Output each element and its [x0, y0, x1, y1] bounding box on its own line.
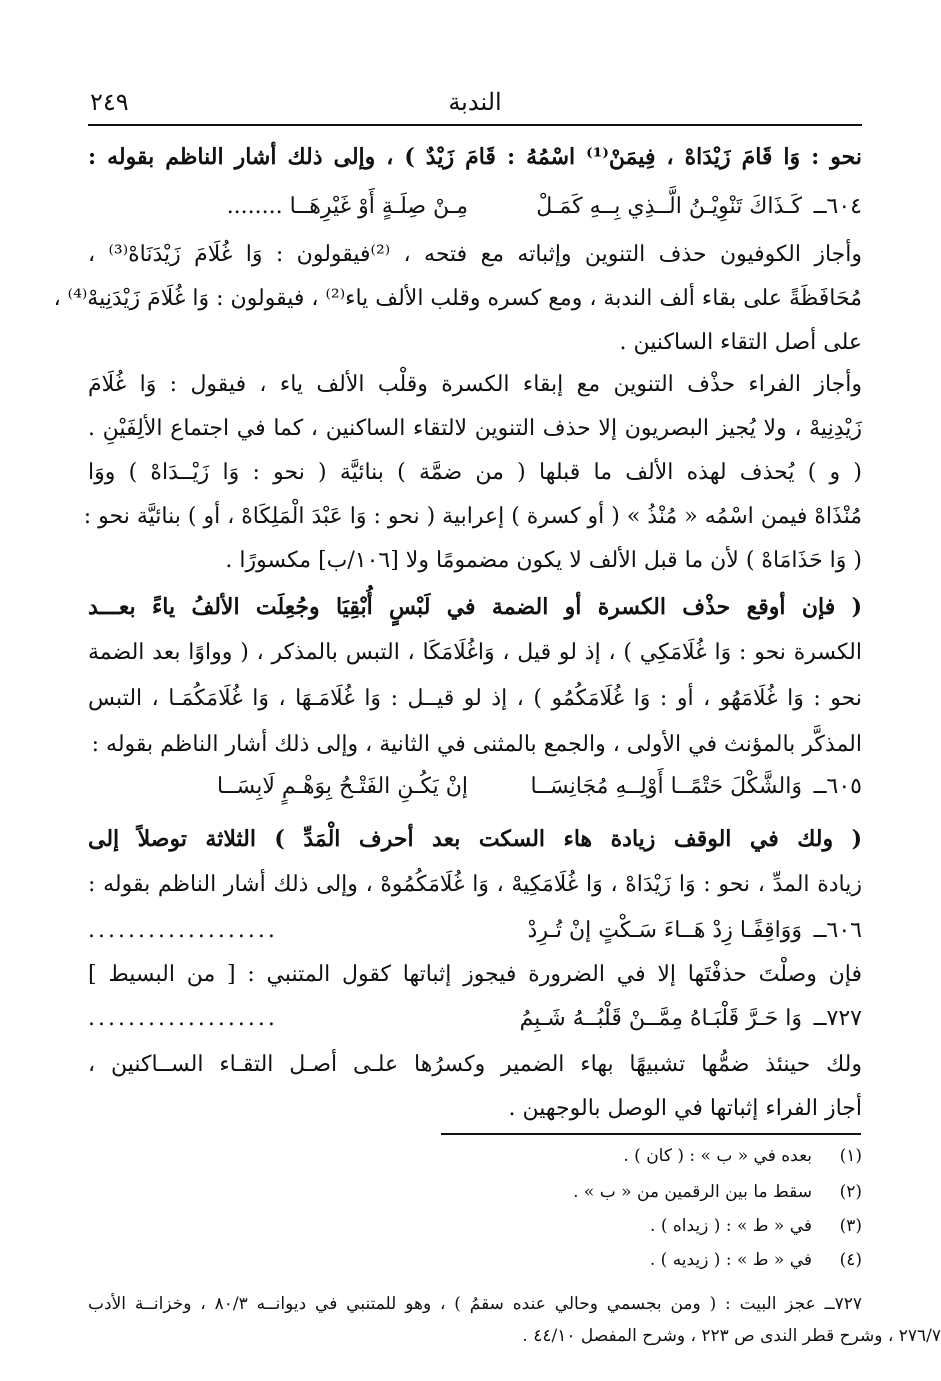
text-line-8: مُنْذَاهْ فيمن اسْمُه « مُنْذُ » ( أو كسرة ) إعرابية ( نحو : وَا عَبْدَ الْمَلِكَاهْ ، أو ) بنائيَّة نحو : [83, 504, 862, 529]
verse-first-hemistich: كَـذَاكَ تَنْوِيْـنُ الَّــذِي بِــهِ كَمَـلْ [536, 194, 802, 219]
source-note-line-2: ٢٧٦/٧ ، وشرح قطر الندى ص ٢٢٣ ، وشرح المفصل ٤٤/١٠ . [522, 1326, 941, 1346]
verse-first-hemistich: وَوَاقِفًـا زِدْ هَــاءَ سَـكْتٍ إنْ تُـرِدْ [527, 918, 802, 943]
verse-727 [88, 1002, 862, 1036]
footnote-text: بعده في « ب » : ( كان ) . [623, 1146, 812, 1166]
verse-first-hemistich: وَالشَّكْلَ حَتْمًــا أَوْلِــهِ مُجَانِسَــا [530, 774, 802, 799]
text-line-3: مُحَافَظَةً على بقاء ألف الندبة ، ومع كسره وقلب الألف ياء⁽²⁾ ، فيقولون : وَا غُلَامَ زَيْدَنِيهْ⁽⁴⁾ ، [53, 286, 862, 311]
text-line-11: الكسرة نحو : وَا غُلَامَكِي ) ، إذ لو قيل ، وَاغُلَامَكَا ، التبس بالمذكر ، ( وواوًا بعد الضمة [88, 640, 862, 665]
footnote-text: في « ط » : ( زيداه ) . [650, 1216, 812, 1236]
text-line-5: وأجاز الفراء حذْف التنوين مع إبقاء الكسرة وقلْب الألف ياء ، فيقول : وَا غُلَامَ [88, 372, 862, 397]
source-note-line-1: ٧٢٧ــ عجز البيت : ( ومن بجسمي وحالي عنده سقمُ ) ، وهو للمتنبي في ديوانــه ٨٠/٣ ، وخزانــة الأدب [88, 1294, 862, 1314]
footnote-1 [88, 1142, 862, 1170]
text-line-4: على أصل التقاء الساكنين . [619, 330, 862, 355]
footnote-number: (١) [839, 1146, 862, 1166]
text-line-16: فإن وصلْتَ حذفْتَها إلا في الضرورة فيجوز إثباتها كقول المتنبي : [ من البسيط ] [88, 962, 862, 987]
verse-first-hemistich: وَا حَـرَّ قَلْبَـاهُ مِمَّــنْ قَلْبُــهُ شَـبِمُ [519, 1006, 802, 1031]
text-line-17: ولك حينئذ ضمُّها تشبيهًا بهاء الضمير وكسرُها علـى أصـل التقـاء الســاكنين ، [88, 1052, 862, 1077]
verse-second-hemistich: إنْ يَكُـنِ الفَتْـحُ بِوَهْـمٍ لَابِسَــا [216, 774, 468, 799]
verse-second-hemistich: مِـنْ صِلَـةٍ أَوْ غَيْرِهَــا ........ [226, 194, 468, 219]
footnote-text: في « ط » : ( زيديه ) . [649, 1250, 812, 1270]
footnote-3 [88, 1212, 862, 1240]
verse-number: ٦٠٦ــ [813, 918, 862, 943]
text-line-14: ( ولك في الوقف زيادة هاء السكت بعد أحرف الْمَدِّ ) الثلاثة توصلاً إلى [88, 826, 862, 852]
verse-second-hemistich: ................... [88, 918, 278, 943]
text-line-12: نحو : وَا غُلَامَهُو ، أو : وَا غُلَامَكُمُو ) ، إذ لو قيــل : وَا غُلَامَـهَا ، وَا غُلَامَكُمَـا ، التبس [88, 686, 862, 711]
verse-604 [88, 190, 862, 224]
footnote-2 [88, 1178, 862, 1206]
verse-second-hemistich: ................... [88, 1006, 278, 1031]
header-rule [88, 124, 862, 126]
verse-number: ٦٠٤ــ [813, 194, 862, 219]
footnote-4 [88, 1246, 862, 1274]
chapter-title: الندبة [448, 88, 502, 116]
verse-number: ٦٠٥ــ [813, 774, 862, 799]
verse-605 [88, 770, 862, 804]
text-line-15: زيادة المدِّ ، نحو : وَا زَيْدَاهْ ، وَا غُلَامَكِيهْ ، وَا غُلَامَكُمُوهْ ، وإلى ذلك أشار الناظم بقوله : [88, 872, 862, 897]
verse-number: ٧٢٧ــ [813, 1006, 862, 1031]
page-number: ٢٤٩ [90, 88, 129, 116]
text-line-1: نحو : وَا قَامَ زَيْدَاهْ ، فِيمَنْ⁽¹⁾ اسْمُهُ : قَامَ زَيْدٌ ) ، وإلى ذلك أشار الناظم بقوله : [88, 144, 862, 170]
footnote-number: (٤) [839, 1250, 862, 1270]
text-line-7: ( و ) يُحذف لهذه الألف ما قبلها ( من ضمَّة ) بنائيَّة ( نحو : وَا زَيْــدَاهْ ) ووَا [88, 460, 862, 485]
verse-606 [88, 914, 862, 948]
page-header [88, 88, 862, 124]
text-line-10: ( فإن أوقع حذْف الكسرة أو الضمة في لَبْسٍ أُبْقِيَا وجُعِلَت الألفُ ياءً بعـــد [88, 594, 862, 620]
footnote-text: سقط ما بين الرقمين من « ب » . [573, 1182, 812, 1202]
footnote-number: (٣) [839, 1216, 862, 1236]
text-line-2: وأجاز الكوفيون حذف التنوين وإثباته مع فتحه ، ⁽²⁾فيقولون : وَا غُلَامَ زَيْدَنَاهْ⁽³⁾ ، [88, 242, 863, 267]
text-line-6: زَيْدِنِيهْ ، ولا يُجيز البصريون إلا حذف التنوين لالتقاء الساكنين ، كما في اجتماع الألِفَيْنِ . [88, 416, 862, 441]
footnote-rule [441, 1133, 861, 1135]
text-line-9: ( وَا حَذَامَاهْ ) لأن ما قبل الألف لا يكون مضمومًا ولا [١٠٦/ب] مكسورًا . [225, 548, 862, 573]
text-line-18: أجاز الفراء إثباتها في الوصل بالوجهين . [508, 1096, 862, 1121]
footnote-number: (٢) [839, 1182, 862, 1202]
text-line-13: المذكَّر بالمؤنث في الأولى ، والجمع بالمثنى في الثانية ، وإلى ذلك أشار الناظم بقوله : [91, 732, 862, 757]
